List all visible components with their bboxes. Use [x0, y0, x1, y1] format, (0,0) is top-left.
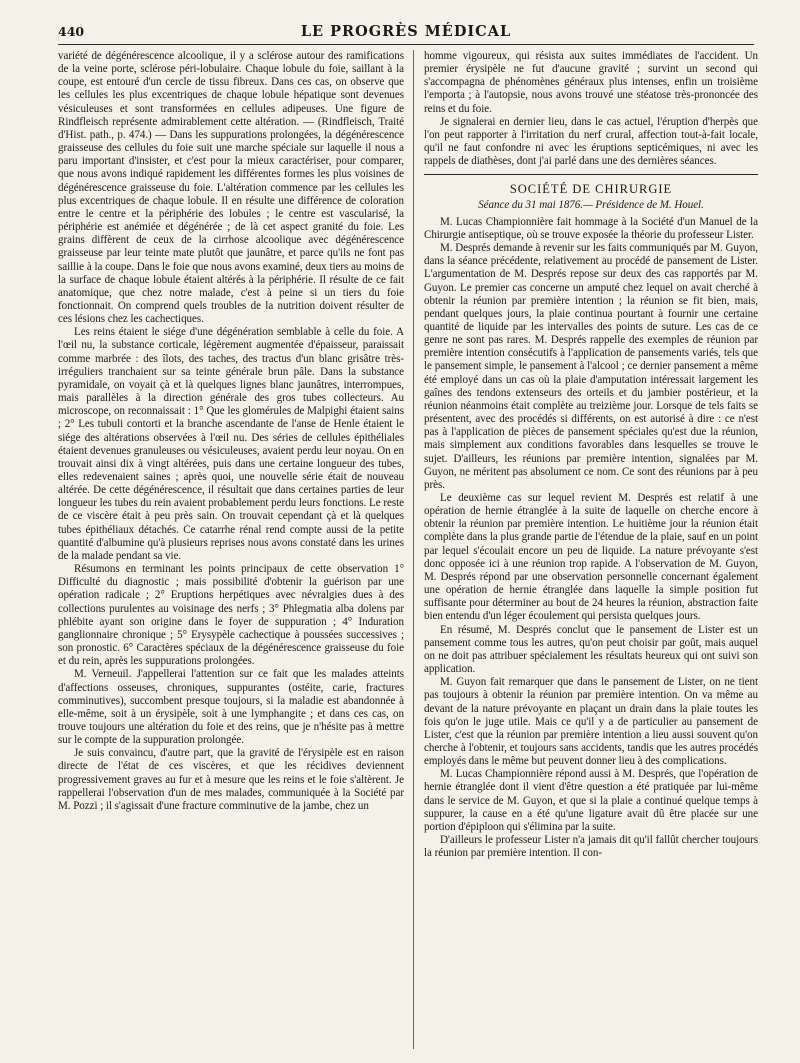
page-number: 440 — [58, 24, 85, 39]
paragraph: En résumé, M. Després conclut que le pansement de Lister est un pansement comme tous les autres, qu'on peut choisir par goût, mais auquel on ne doit pas attribuer spécialement les résultats heureux qui ont suivi son application. — [424, 623, 758, 676]
paragraph: M. Lucas Championnière fait hommage à la Société d'un Manuel de la Chirurgie antiseptique, où se trouve exposée la théorie du professeur Lister. — [424, 215, 758, 241]
journal-title: LE PROGRÈS MÉDICAL — [300, 23, 512, 40]
paragraph: M. Després demande à revenir sur les faits communiqués par M. Guyon, dans la séance précédente, relativement au procédé de pansement de Lister. L'argumentation de M. Després repose sur deux des cas rapportés par M. Guyon. Le premier cas concerne un amputé chez lequel on avait cherché à obtenir la réunion par première intention ; la réunion se fit bien, mais, pendant quelques jours, la plaie continua pourtant à fournir une certaine quantité de liquide par les intervalles des points de suture. Les cas de ce genre ne sont pas rares. M. Després rappelle des exemples de réunion par première intention consécutifs à l'application de pansements variés, tels que le pansement simple, le pansement à l'alcool ; ce dernier pansement a même été employé dans un cas où la plaie d'amputation intéressait largement les gaînes des tendons extenseurs des orteils et du jambier postérieur, et la réunion néanmoins était complète au treizième jour. Lorsque de tels faits se présentent, avec des procédés si différents, on est autorisé à dire : ce n'est pas à l'application de pièces de pansement spéciales qu'est due la réunion, mais simplement aux conditions favorables dans lesquelles se trouve le sujet. D'ailleurs, les réunions par première intention, signalées par M. Guyon, ne méritent pas absolument ce nom. Ce sont des réunions par à peu près. — [424, 242, 758, 491]
section-title: SOCIÉTÉ DE CHIRURGIE — [509, 182, 673, 197]
paragraph: M. Lucas Championnière répond aussi à M. Després, que l'opération de hernie étranglée dont il vient d'être question a été pratiquée par lui-même dans le service de M. Guyon, et que si la plaie a continué quelque temps à suppurer, la cause en a été qu'une ligature avait dû être placée sur une portion d'épiploon qui s'élimina par la suite. — [424, 768, 758, 833]
session-text: Séance du 31 mai 1876.— Présidence de M. Houel. — [478, 198, 704, 211]
column-divider — [413, 50, 414, 1049]
paragraph: Les reins étaient le siége d'une dégénération semblable à celle du foie. A l'œil nu, la substance corticale, légèrement augmentée d'épaisseur, paraissait comme marbrée : des îlots, des taches, des tractus d'un blanc grisâtre très-irréguliers tranchaient sur sa teinte générale brun pâle. Dans la substance pyramidale, on voyait çà et là quelques lignes blanc jaunâtres, interrompues, mais parallèles à la direction générale des gros tubes collecteurs. Au microscope, on reconnaissait : 1° Que les glomérules de Malpighi étaient sains ; 2° Les tubuli contorti et la branche ascendante de l'anse de Henle étaient le siége des altérations observées à l'œil nu. Des séries de cellules épithéliales étaient devenues granuleuses ou vésiculeuses, avaient perdu leur noyau. On en trouvait ainsi dix à vingt altérées, puis dans une certaine longueur des tubes, elles redevenaient saines ; après quoi, une nouvelle série était de nouveau altérée. De cette dégénérescence, il résultait que dans certaines parties de leur longueur les tubes du rein avaient probablement perdu leurs fonctions. Le reste de ce viscère était à peu près sain. On trouvait cependant çà et là quelques tubes épithéliaux détachés. Ce catarrhe rénal rend compte aussi de la petite quantité d'albumine qu'à plusieurs reprises nous avons constaté dans les urines de la malade pendant sa vie. — [58, 326, 404, 562]
paragraph: homme vigoureux, qui résista aux suites immédiates de l'accident. Un premier érysipèle ne fut d'aucune gravité ; survint un second qui s'accompagna de phénomènes généraux plus intenses, enfin un troisième l'emporta ; à l'autopsie, nous avons trouvé une stéatose très-prononcée des reins et du foie. — [424, 50, 758, 115]
section-rule — [424, 174, 758, 175]
paragraph: Le deuxième cas sur lequel revient M. Després est relatif à une opération de hernie étranglée à la suite de laquelle on cherche encore à obtenir la réunion par première intention. Le huitième jour la réunion était complète dans la plus grande partie de l'étendue de la plaie, sauf en un point par lequel s'écoulait encore un peu de liquide. La nature prévoyante s'est donc opposée ici à une réunion trop rapide. A l'observation de M. Guyon, M. Després répond par une observation personnelle concernant également une opération de hernie étranglée dans laquelle la simple position fut suffisante pour déterminer au bout de 24 heures la réunion, abstraction faite bien entendu d'un léger écoulement qui persista quelques jours. — [424, 492, 758, 623]
session-line — [424, 199, 758, 212]
paragraph: Résumons en terminant les points principaux de cette observation 1° Difficulté du diagnostic ; mais possibilité d'obtenir la guérison par une opération radicale ; 2° Eruptions herpétiques avec névralgies dues à des collections purulentes au voisinage des nerfs ; 3° Phlegmatia alba dolens par phlébite ayant son origine dans le foyer de suppuration ; 4° Induration ganglionnaire chronique ; 5° Erysypèle cachectique à poussées successives ; son pronostic. 6° Caractères spéciaux de la dégénérescence graisseuse du foie et du rein, après les suppurations prolongées. — [58, 563, 404, 668]
paragraph: Je signalerai en dernier lieu, dans le cas actuel, l'éruption d'herpès que l'on peut rapporter à l'irritation du nerf crural, affection tout-à-fait locale, qu'il ne faut confondre ni avec les éruptions septicémiques, ni avec les rappels de diathèses, dont j'ai parlé dans une des dernières séances. — [424, 115, 758, 168]
paragraph: D'ailleurs le professeur Lister n'a jamais dit qu'il fallût chercher toujours la réunion par première intention. Il con- — [424, 834, 758, 860]
right-column — [424, 50, 758, 1049]
paragraph: variété de dégénérescence alcoolique, il y a sclérose autour des ramifications de la veine porte, sclérose péri-lobulaire. Chaque lobule du foie, saillant à la coupe, est entouré d'un cercle de tissu fibreux. Dans ces cas, on observe que les cellules les plus excentriques de chaque lobule hépatique sont devenues vésiculeuses et sont transformées en cellules adipeuses. Une figure de Rindfleisch représente admirablement cette altération. — (Rindfleisch, Traité d'Hist. path., p. 474.) — Dans les suppurations prolongées, la dégénérescence graisseuse des cellules du foie suit une marche spéciale sur laquelle il nous a paru important d'insister, et c'est pour la mieux caractériser, pour comparer, que nous avons indiqué rapidement les différentes formes les plus voisines de dégénérescence graisseuse du foie. L'altération commence par les cellules les plus excentriques de chaque lobule. Il en résulte une différence de coloration entre le centre et la périphérie des lobules ; le centre est vascularisé, la périphérie est anémiée et dégénérée ; de là cet aspect granité du foie. Les grains diffèrent de ceux de la cirrhose alcoolique avec dégénérescence graisseuse par leur teinte mate plutôt que jaunâtre, et parce qu'ils ne font pas saillie à la coupe. Dans le foie que nous avons examiné, deux tiers au moins de la surface de chaque lobule étaient altérés à la périphérie. Il résulte de ce fait anatomique, que chez notre malade, c'est à peine si un tiers du foie fonctionnait. On comprend quels troubles de la nutrition doivent résulter de ces lésions chez les cachectiques. — [58, 50, 404, 326]
left-column — [58, 50, 404, 1049]
paragraph: Je suis convaincu, d'autre part, que la gravité de l'érysipèle est en raison directe de l'état de ces viscères, et que les récidives deviennent progressivement graves au fur et à mesure que les reins et le foie s'altèrent. Je rappellerai l'observation d'un de mes malades, communiquée à la Société par M. Pozzi ; il s'agissait d'une fracture comminutive de la jambe, chez un — [58, 747, 404, 812]
paragraph: M. Guyon fait remarquer que dans le pansement de Lister, on ne tient pas toujours à obtenir la réunion par première intention. On va même au devant de la nature prévoyante en plaçant un drain dans la plaie toutes les fois qu'on le juge utile. Mais ce qu'il y a de particulier au pansement de Lister, c'est que la réunion par première intention a lieu aussi souvent qu'on cherche à l'obtenir, et toujours sans accidents, tandis que les autres procédés employés dans le même but peuvent donner lieu à des complications. — [424, 676, 758, 768]
running-header — [58, 20, 754, 45]
paragraph: M. Verneuil. J'appellerai l'attention sur ce fait que les malades atteints d'affections osseuses, chroniques, suppurantes (ostéite, carie, fractures comminutives), succombent presque toujours, si la maladie est abandonnée à elle-même, soit à un érysipèle, soit à une lymphangite ; et dans ces cas, on trouve toujours une altération du foie et des reins, que je n'hésite pas à mettre sur le compte de la suppuration prolongée. — [58, 668, 404, 747]
